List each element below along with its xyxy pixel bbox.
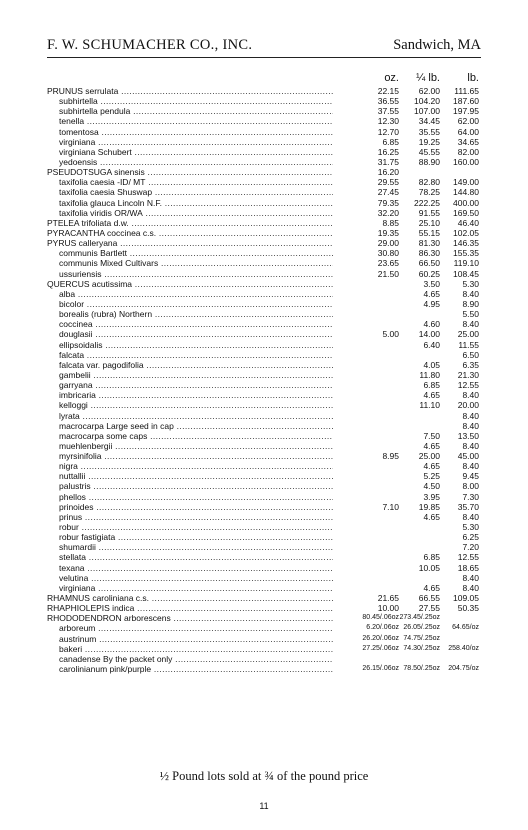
page-header bbox=[47, 37, 481, 57]
species-name: prinoides ..... bbox=[59, 502, 333, 512]
price-quarter-lb: 4.05 bbox=[423, 359, 440, 370]
price-quarter-lb: 19.25 bbox=[418, 136, 440, 147]
table-row bbox=[47, 431, 481, 441]
price-quarter-lb: 11.10 bbox=[419, 400, 440, 411]
price-lb: 64.65/oz bbox=[452, 624, 479, 632]
species-name: tenella ..... bbox=[59, 116, 333, 126]
column-headers bbox=[47, 72, 481, 86]
price-lb: 155.35 bbox=[453, 248, 479, 259]
species-name: subhirtella ..... bbox=[59, 96, 333, 106]
species-name: nigra ..... bbox=[59, 461, 333, 471]
price-quarter-lb: 86.30 bbox=[418, 248, 440, 259]
price-quarter-lb: 74.75/.25oz bbox=[403, 634, 440, 642]
species-name: imbricaria ..... bbox=[59, 390, 333, 400]
table-row bbox=[47, 238, 481, 248]
table-row bbox=[47, 309, 481, 319]
species-name: falcata ..... bbox=[59, 350, 333, 360]
price-lb: 5.30 bbox=[462, 278, 479, 289]
table-row bbox=[47, 360, 481, 370]
price-quarter-lb: 25.00 bbox=[418, 451, 440, 462]
species-name: stellata ..... bbox=[59, 552, 333, 562]
species-name: phellos ..... bbox=[59, 492, 333, 502]
species-name: myrsinifolia ..... bbox=[59, 451, 333, 461]
price-lb: 111.65 bbox=[454, 86, 479, 96]
price-quarter-lb: 55.15 bbox=[418, 227, 440, 238]
price-lb: 82.00 bbox=[457, 146, 479, 157]
price-lb: 7.30 bbox=[462, 491, 479, 502]
table-row bbox=[47, 664, 481, 674]
price-quarter-lb: 14.00 bbox=[418, 329, 440, 340]
table-row bbox=[47, 258, 481, 268]
price-quarter-lb: 4.50 bbox=[423, 481, 440, 492]
price-quarter-lb: 27.55 bbox=[418, 603, 440, 614]
price-lb: 149.00 bbox=[453, 177, 479, 188]
price-oz: 23.65 bbox=[377, 258, 399, 269]
species-name: borealis (rubra) Northern ..... bbox=[59, 309, 333, 319]
species-name: carolinianum pink/purple ..... bbox=[59, 664, 333, 674]
price-quarter-lb: 3.50 bbox=[423, 278, 440, 289]
price-quarter-lb: 4.65 bbox=[423, 288, 440, 299]
price-lb: 187.60 bbox=[453, 96, 479, 107]
column-header-quarter-lb: ¼ lb. bbox=[416, 72, 440, 84]
table-row bbox=[47, 370, 481, 380]
price-lb: 5.30 bbox=[462, 522, 479, 533]
species-name: prinus ..... bbox=[59, 512, 333, 522]
species-name: yedoensis ..... bbox=[59, 157, 333, 167]
table-row bbox=[47, 350, 481, 360]
price-lb: 160.00 bbox=[453, 156, 479, 167]
table-row bbox=[47, 147, 481, 157]
price-oz: 8.85 bbox=[382, 217, 399, 228]
table-row bbox=[47, 512, 481, 522]
price-quarter-lb: 4.65 bbox=[423, 582, 440, 593]
species-name: subhirtella pendula ..... bbox=[59, 106, 333, 116]
price-lb: 9.45 bbox=[462, 471, 479, 482]
price-quarter-lb: 104.20 bbox=[414, 96, 440, 107]
table-row bbox=[47, 86, 481, 96]
price-oz: 10.00 bbox=[377, 603, 399, 614]
species-name: canadense By the packet only ..... bbox=[59, 654, 333, 664]
price-oz: 29.55 bbox=[377, 177, 399, 188]
price-lb: 35.70 bbox=[457, 501, 479, 512]
price-lb: 400.00 bbox=[453, 197, 479, 208]
price-lb: 20.00 bbox=[457, 400, 479, 411]
price-lb: 8.40 bbox=[462, 461, 479, 472]
table-row bbox=[47, 329, 481, 339]
table-row bbox=[47, 96, 481, 106]
species-name: robur ..... bbox=[59, 522, 333, 532]
table-row bbox=[47, 299, 481, 309]
price-quarter-lb: 5.25 bbox=[423, 471, 440, 482]
price-lb: 6.50 bbox=[462, 349, 479, 360]
price-lb: 8.40 bbox=[462, 511, 479, 522]
species-name: virginiana ..... bbox=[59, 583, 333, 593]
table-row bbox=[47, 269, 481, 279]
price-quarter-lb: 4.65 bbox=[423, 440, 440, 451]
price-quarter-lb: 35.55 bbox=[418, 126, 440, 137]
price-quarter-lb: 60.25 bbox=[418, 268, 440, 279]
price-lb: 258.40/oz bbox=[448, 644, 479, 652]
price-oz: 26.15/.06oz bbox=[362, 665, 399, 673]
column-header-oz: oz. bbox=[384, 72, 399, 84]
price-oz: 30.80 bbox=[377, 248, 399, 259]
table-row bbox=[47, 157, 481, 167]
price-lb: 18.65 bbox=[457, 562, 479, 573]
price-oz: 29.00 bbox=[377, 238, 399, 249]
table-row bbox=[47, 167, 481, 177]
species-name: PRUNUS serrulata ..... bbox=[47, 86, 333, 96]
price-quarter-lb: 91.55 bbox=[418, 207, 440, 218]
table-row bbox=[47, 634, 481, 644]
species-name: falcata var. pagodifolia ..... bbox=[59, 360, 333, 370]
price-quarter-lb: 4.65 bbox=[423, 461, 440, 472]
company-name: F. W. SCHUMACHER CO., INC. bbox=[47, 37, 253, 53]
price-oz: 16.20 bbox=[377, 167, 399, 178]
price-lb: 12.55 bbox=[457, 552, 479, 563]
price-lb: 146.35 bbox=[453, 238, 479, 249]
table-row bbox=[47, 228, 481, 238]
price-quarter-lb: 6.85 bbox=[423, 552, 440, 563]
species-name: robur fastigiata ..... bbox=[59, 532, 333, 542]
price-lb: 8.40 bbox=[462, 288, 479, 299]
table-row bbox=[47, 471, 481, 481]
species-name: texana ..... bbox=[59, 563, 333, 573]
table-row bbox=[47, 177, 481, 187]
species-name: PYRUS calleryana ..... bbox=[47, 238, 333, 248]
price-lb: 11.55 bbox=[458, 339, 479, 350]
species-name: taxifolia glauca Lincoln N.F. ..... bbox=[59, 198, 333, 208]
table-row bbox=[47, 400, 481, 410]
price-quarter-lb: 6.85 bbox=[423, 380, 440, 391]
species-name: shumardii ..... bbox=[59, 542, 333, 552]
species-name: macrocarpa Large seed in cap ..... bbox=[59, 421, 333, 431]
species-name: coccinea ..... bbox=[59, 319, 333, 329]
table-row bbox=[47, 552, 481, 562]
price-quarter-lb: 11.80 bbox=[419, 369, 440, 380]
price-lb: 34.65 bbox=[457, 136, 479, 147]
table-row bbox=[47, 248, 481, 258]
price-table bbox=[47, 86, 481, 674]
table-row bbox=[47, 390, 481, 400]
table-row bbox=[47, 208, 481, 218]
price-lb: 64.00 bbox=[457, 126, 479, 137]
table-row bbox=[47, 522, 481, 532]
species-name: taxifolia caesia -ID/ MT ..... bbox=[59, 177, 333, 187]
price-lb: 119.10 bbox=[453, 258, 479, 269]
price-quarter-lb: 273.45/.25oz bbox=[399, 614, 440, 622]
price-lb: 144.80 bbox=[453, 187, 479, 198]
price-quarter-lb: 10.05 bbox=[418, 562, 440, 573]
page-number: 11 bbox=[259, 801, 269, 811]
price-quarter-lb: 19.85 bbox=[418, 501, 440, 512]
price-lb: 25.00 bbox=[457, 329, 479, 340]
price-lb: 8.40 bbox=[462, 420, 479, 431]
species-name: PTELEA trifoliata d.w. ..... bbox=[47, 218, 333, 228]
price-oz: 79.35 bbox=[377, 197, 399, 208]
species-name: bakeri ..... bbox=[59, 644, 333, 654]
column-header-lb: lb. bbox=[467, 72, 479, 84]
price-lb: 6.25 bbox=[462, 532, 479, 543]
table-row bbox=[47, 451, 481, 461]
price-quarter-lb: 66.50 bbox=[418, 258, 440, 269]
price-oz: 7.10 bbox=[382, 501, 399, 512]
table-row bbox=[47, 198, 481, 208]
species-name: PSEUDOTSUGA sinensis ..... bbox=[47, 167, 333, 177]
company-location: Sandwich, MA bbox=[393, 37, 481, 53]
species-name: palustris ..... bbox=[59, 481, 333, 491]
table-row bbox=[47, 502, 481, 512]
price-quarter-lb: 4.60 bbox=[423, 319, 440, 330]
table-row bbox=[47, 116, 481, 126]
table-row bbox=[47, 573, 481, 583]
price-quarter-lb: 74.30/.25oz bbox=[403, 644, 440, 652]
price-lb: 197.95 bbox=[453, 106, 479, 117]
price-lb: 8.40 bbox=[462, 390, 479, 401]
species-name: taxifolia viridis OR/WA ..... bbox=[59, 208, 333, 218]
price-lb: 13.50 bbox=[457, 430, 479, 441]
price-oz: 32.20 bbox=[377, 207, 399, 218]
species-name: tomentosa ..... bbox=[59, 127, 333, 137]
species-name: QUERCUS acutissima ..... bbox=[47, 279, 333, 289]
species-name: PYRACANTHA coccinea c.s. ..... bbox=[47, 228, 333, 238]
price-lb: 45.00 bbox=[457, 451, 479, 462]
price-oz: 6.20/.06oz bbox=[366, 624, 399, 632]
price-quarter-lb: 7.50 bbox=[423, 430, 440, 441]
table-row bbox=[47, 289, 481, 299]
table-row bbox=[47, 654, 481, 664]
species-name: RHAPHIOLEPIS indica ..... bbox=[47, 603, 333, 613]
price-lb: 109.05 bbox=[453, 593, 479, 604]
price-quarter-lb: 107.00 bbox=[414, 106, 440, 117]
table-row bbox=[47, 411, 481, 421]
header-rule bbox=[47, 57, 481, 58]
price-oz: 12.30 bbox=[377, 116, 399, 127]
species-name: lyrata ..... bbox=[59, 411, 333, 421]
table-row bbox=[47, 481, 481, 491]
species-name: gambelii ..... bbox=[59, 370, 333, 380]
species-name: ussuriensis ..... bbox=[59, 269, 333, 279]
species-name: communis Mixed Cultivars ..... bbox=[59, 258, 333, 268]
price-quarter-lb: 6.40 bbox=[423, 339, 440, 350]
price-oz: 26.20/.06oz bbox=[362, 634, 399, 642]
species-name: nuttallii ..... bbox=[59, 471, 333, 481]
species-name: virginiana Schubert ..... bbox=[59, 147, 333, 157]
price-oz: 8.95 bbox=[382, 451, 399, 462]
price-oz: 5.00 bbox=[382, 329, 399, 340]
price-quarter-lb: 81.30 bbox=[418, 238, 440, 249]
price-oz: 21.65 bbox=[377, 593, 399, 604]
price-quarter-lb: 4.65 bbox=[423, 511, 440, 522]
table-row bbox=[47, 319, 481, 329]
price-oz: 80.45/.06oz bbox=[362, 614, 399, 622]
table-row bbox=[47, 421, 481, 431]
price-oz: 27.25/.06oz bbox=[362, 644, 399, 652]
species-name: RHAMNUS caroliniana c.s. ..... bbox=[47, 593, 333, 603]
price-lb: 102.05 bbox=[453, 227, 479, 238]
table-row bbox=[47, 492, 481, 502]
table-row bbox=[47, 127, 481, 137]
table-row bbox=[47, 187, 481, 197]
price-lb: 5.50 bbox=[462, 309, 479, 320]
table-row bbox=[47, 106, 481, 116]
price-lb: 7.20 bbox=[462, 542, 479, 553]
species-name: arboreum ..... bbox=[59, 623, 333, 633]
footnote: ½ Pound lots sold at ¾ of the pound price bbox=[159, 769, 369, 783]
species-name: communis Bartlett ..... bbox=[59, 248, 333, 258]
price-quarter-lb: 4.95 bbox=[423, 298, 440, 309]
price-oz: 31.75 bbox=[377, 156, 399, 167]
price-lb: 8.00 bbox=[462, 481, 479, 492]
price-lb: 12.55 bbox=[457, 380, 479, 391]
species-name: taxifolia caesia Shuswap ..... bbox=[59, 187, 333, 197]
price-quarter-lb: 78.50/.25oz bbox=[403, 665, 440, 673]
price-oz: 21.50 bbox=[377, 268, 399, 279]
table-row bbox=[47, 644, 481, 654]
price-quarter-lb: 66.55 bbox=[418, 593, 440, 604]
price-lb: 62.00 bbox=[457, 116, 479, 127]
price-oz: 22.15 bbox=[377, 86, 399, 96]
price-oz: 36.55 bbox=[377, 96, 399, 107]
price-lb: 108.45 bbox=[453, 268, 479, 279]
table-row bbox=[47, 603, 481, 613]
price-lb: 46.40 bbox=[457, 217, 479, 228]
price-quarter-lb: 62.00 bbox=[418, 86, 440, 96]
table-row bbox=[47, 623, 481, 633]
price-lb: 204.75/oz bbox=[448, 665, 479, 673]
price-lb: 8.40 bbox=[462, 410, 479, 421]
species-name: alba ..... bbox=[59, 289, 333, 299]
species-name: velutina ..... bbox=[59, 573, 333, 583]
table-row bbox=[47, 279, 481, 289]
price-quarter-lb: 88.90 bbox=[418, 156, 440, 167]
table-row bbox=[47, 441, 481, 451]
table-row bbox=[47, 380, 481, 390]
price-quarter-lb: 78.25 bbox=[418, 187, 440, 198]
price-quarter-lb: 45.55 bbox=[418, 146, 440, 157]
table-row bbox=[47, 613, 481, 623]
price-lb: 8.40 bbox=[462, 319, 479, 330]
table-row bbox=[47, 340, 481, 350]
table-row bbox=[47, 583, 481, 593]
price-lb: 8.40 bbox=[462, 572, 479, 583]
species-name: kelloggi ..... bbox=[59, 400, 333, 410]
price-oz: 12.70 bbox=[377, 126, 399, 137]
species-name: ellipsoidalis ..... bbox=[59, 340, 333, 350]
species-name: douglasii ..... bbox=[59, 329, 333, 339]
price-quarter-lb: 3.95 bbox=[423, 491, 440, 502]
price-lb: 8.90 bbox=[462, 298, 479, 309]
species-name: austrinum ..... bbox=[59, 634, 333, 644]
table-row bbox=[47, 461, 481, 471]
price-lb: 6.35 bbox=[462, 359, 479, 370]
price-lb: 50.35 bbox=[457, 603, 479, 614]
price-quarter-lb: 4.65 bbox=[423, 390, 440, 401]
table-row bbox=[47, 532, 481, 542]
species-name: garryana ..... bbox=[59, 380, 333, 390]
species-name: muehlenbergii ..... bbox=[59, 441, 333, 451]
table-row bbox=[47, 563, 481, 573]
price-lb: 8.40 bbox=[462, 440, 479, 451]
price-quarter-lb: 25.10 bbox=[418, 217, 440, 228]
table-row bbox=[47, 593, 481, 603]
table-row bbox=[47, 137, 481, 147]
price-lb: 169.50 bbox=[453, 207, 479, 218]
table-row bbox=[47, 542, 481, 552]
species-name: virginiana ..... bbox=[59, 137, 333, 147]
price-oz: 37.55 bbox=[377, 106, 399, 117]
price-lb: 8.40 bbox=[462, 582, 479, 593]
price-quarter-lb: 26.05/.25oz bbox=[403, 624, 440, 632]
price-lb: 21.30 bbox=[457, 369, 479, 380]
price-oz: 19.35 bbox=[377, 227, 399, 238]
price-quarter-lb: 222.25 bbox=[414, 197, 440, 208]
price-quarter-lb: 82.80 bbox=[418, 177, 440, 188]
price-quarter-lb: 34.45 bbox=[418, 116, 440, 127]
table-row bbox=[47, 218, 481, 228]
price-oz: 27.45 bbox=[377, 187, 399, 198]
species-name: macrocarpa some caps ..... bbox=[59, 431, 333, 441]
price-oz: 6.85 bbox=[382, 136, 399, 147]
species-name: RHODODENDRON arborescens ..... bbox=[47, 613, 333, 623]
species-name: bicolor ..... bbox=[59, 299, 333, 309]
price-oz: 16.25 bbox=[377, 146, 399, 157]
